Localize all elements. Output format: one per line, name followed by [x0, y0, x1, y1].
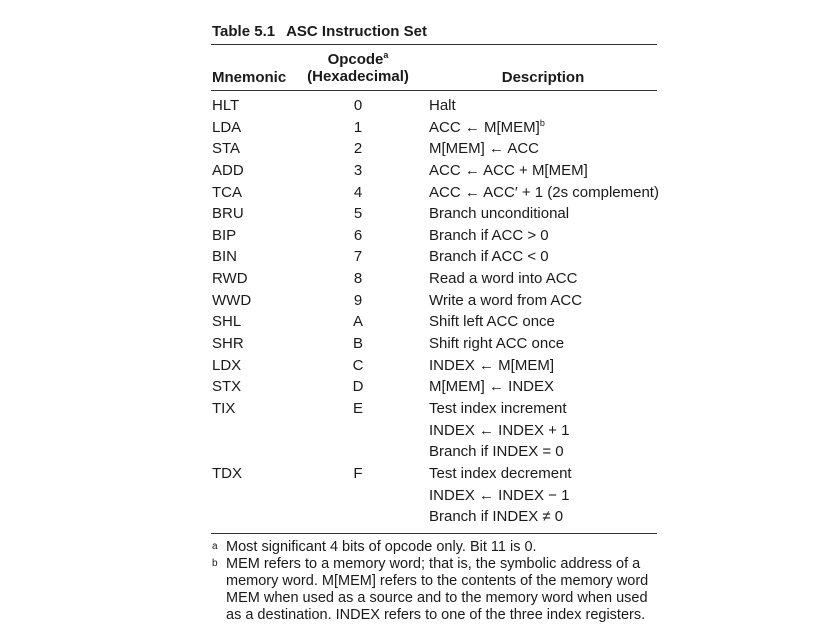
cell-mnemonic: RWD [212, 270, 248, 288]
cell-description [429, 357, 554, 374]
cell-description [429, 184, 659, 201]
cell-description-text: INDEX ← INDEX + 1 [429, 421, 570, 439]
cell-mnemonic: STX [212, 378, 242, 396]
cell-description-text: Shift right ACC once [429, 335, 565, 353]
cell-mnemonic: TDX [212, 464, 242, 482]
table-row [211, 224, 657, 246]
cell-description [429, 422, 569, 439]
cell-mnemonic: SHR [212, 335, 244, 353]
cell-description-text: Shift left ACC once [429, 313, 555, 331]
cell-description [429, 313, 555, 330]
table-number: Table 5.1 [212, 23, 276, 40]
footnote-a [211, 539, 657, 556]
table-row [211, 505, 657, 527]
cell-mnemonic: LDA [212, 118, 242, 136]
cell-description [429, 162, 588, 179]
cell-opcode: 6 [353, 226, 363, 244]
cell-description-text: Write a word from ACC [429, 291, 583, 309]
table-row [211, 484, 657, 506]
cell-mnemonic: BIN [212, 248, 238, 266]
cell-description [429, 508, 563, 525]
table-row [211, 440, 657, 462]
cell-description-text: Branch unconditional [429, 205, 570, 223]
table-row [211, 375, 657, 397]
footnote-text: Most significant 4 bits of opcode only. Bit 11 is 0. [226, 538, 537, 555]
cell-opcode: E [352, 399, 363, 417]
cell-description [429, 205, 569, 222]
cell-opcode: 1 [353, 118, 363, 136]
table-header [211, 45, 657, 90]
cell-description-text: Branch if INDEX ≠ 0 [429, 508, 564, 526]
cell-description-text: M[MEM] ← ACC [429, 140, 540, 158]
cell-opcode: 0 [353, 97, 363, 114]
header-opcode-line2: (Hexadecimal) [307, 68, 409, 85]
instruction-set-table [211, 22, 657, 624]
footnote-text: MEM refers to a memory word; that is, the symbolic address of a memory word. M[MEM] refers to the contents of the memory word MEM when used as a source and to the memory word when used as a destination. INDEX refers to one of the three index registers. [226, 555, 649, 623]
cell-description-text: Branch if ACC > 0 [429, 226, 549, 244]
cell-mnemonic: STA [212, 140, 241, 158]
cell-description-text: INDEX ← INDEX − 1 [429, 486, 570, 504]
cell-mnemonic: HLT [212, 97, 240, 114]
cell-description-text: Halt [429, 97, 456, 114]
table-row [211, 332, 657, 354]
table-row [211, 94, 657, 116]
table-row [211, 137, 657, 159]
table-title: ASC Instruction Set [286, 23, 427, 40]
cell-description-text: Branch if ACC < 0 [429, 248, 549, 266]
cell-description-text: Read a word into ACC [429, 270, 578, 288]
table-row [211, 245, 657, 267]
cell-opcode: C [352, 356, 364, 374]
cell-opcode: 5 [353, 205, 363, 223]
cell-mnemonic: BIP [212, 226, 237, 244]
header-description: Description [501, 69, 585, 86]
cell-opcode: 3 [353, 161, 363, 179]
cell-description-text: ACC ← M[MEM] [429, 118, 540, 136]
cell-description [429, 487, 569, 504]
cell-description [429, 119, 545, 136]
cell-opcode: 4 [353, 183, 363, 201]
cell-description [429, 292, 582, 309]
footnotes [211, 534, 657, 624]
cell-mnemonic: TIX [212, 399, 236, 417]
table-row [211, 159, 657, 181]
cell-opcode: B [352, 335, 363, 353]
footnote-b [211, 556, 657, 624]
cell-description [429, 248, 549, 265]
footnote-marker: b [212, 557, 218, 569]
cell-mnemonic: TCA [212, 183, 242, 201]
cell-description [429, 227, 549, 244]
footnote-mark: b [539, 117, 545, 128]
table-row [211, 181, 657, 203]
cell-opcode: F [353, 464, 363, 482]
cell-opcode: 2 [353, 140, 363, 158]
cell-opcode: D [352, 378, 364, 396]
cell-opcode: 7 [353, 248, 363, 266]
cell-description [429, 400, 567, 417]
cell-description-text: ACC ← ACC + M[MEM] [429, 161, 588, 179]
header-mnemonic: Mnemonic [212, 69, 287, 86]
cell-description-text: Test index increment [429, 399, 567, 417]
table-row [211, 202, 657, 224]
table-body [211, 91, 657, 527]
table-row [211, 419, 657, 441]
cell-description [429, 443, 564, 460]
header-opcode-line1: Opcode [327, 51, 384, 68]
table-row [211, 289, 657, 311]
table-row [211, 310, 657, 332]
cell-description-text: M[MEM] ← INDEX [429, 378, 555, 396]
header-opcode [305, 51, 411, 85]
cell-mnemonic: WWD [212, 291, 252, 309]
table-row [211, 397, 657, 419]
cell-description-text: INDEX ← M[MEM] [429, 356, 555, 374]
cell-description-text: Test index decrement [429, 464, 572, 482]
table-row [211, 462, 657, 484]
cell-description [429, 270, 577, 287]
cell-description [429, 465, 572, 482]
cell-description [429, 140, 539, 157]
cell-description-text: ACC ← ACC′ + 1 (2s complement) [429, 183, 659, 201]
cell-opcode: 8 [353, 270, 363, 288]
table-caption [211, 22, 657, 44]
table-row [211, 354, 657, 376]
table-row [211, 116, 657, 138]
cell-mnemonic: SHL [212, 313, 242, 331]
cell-mnemonic: ADD [212, 161, 244, 179]
cell-description-text: Branch if INDEX = 0 [429, 443, 564, 461]
cell-mnemonic: BRU [212, 205, 244, 223]
cell-description [429, 378, 554, 395]
table-row [211, 267, 657, 289]
cell-mnemonic: LDX [212, 356, 242, 374]
cell-opcode: 9 [353, 291, 363, 309]
header-opcode-footnote-mark: a [383, 50, 389, 60]
cell-description [429, 97, 456, 114]
cell-description [429, 335, 564, 352]
cell-opcode: A [352, 313, 363, 331]
footnote-marker: a [212, 540, 218, 552]
